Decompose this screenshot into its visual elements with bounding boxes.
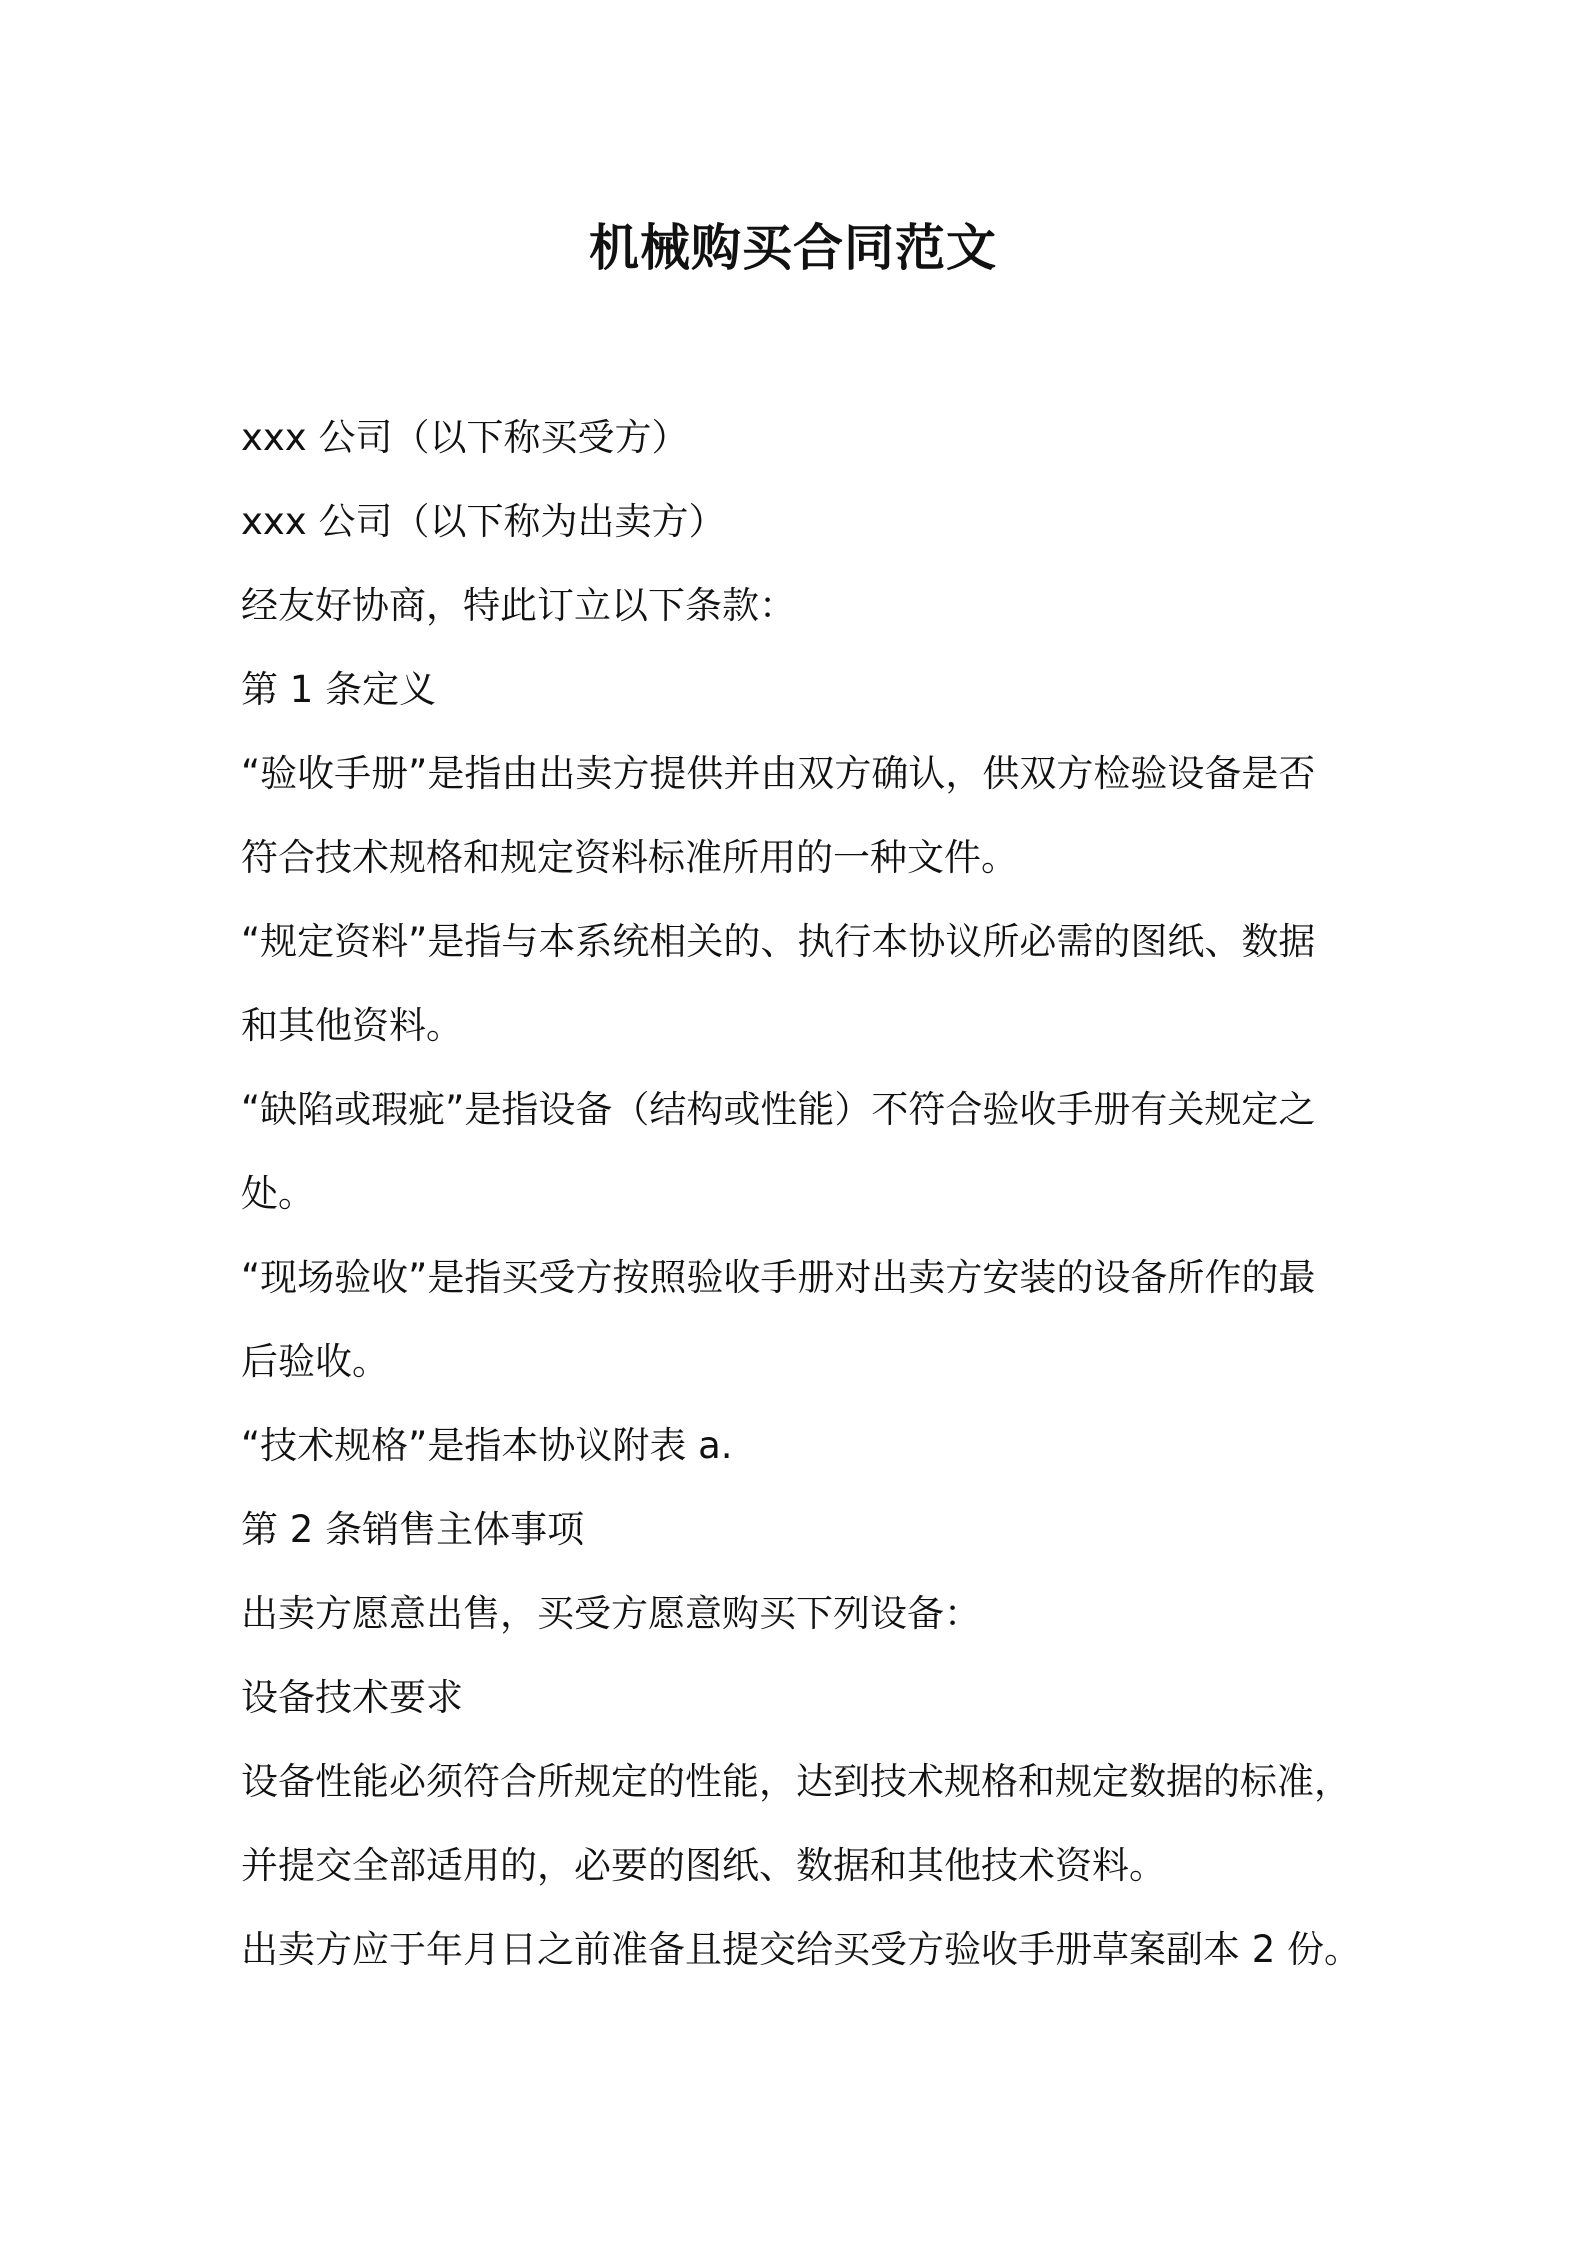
equipment-requirements-heading: 设备技术要求: [241, 1676, 463, 1719]
article-1-heading: 第 1 条定义: [241, 668, 437, 711]
definition-site-acceptance-line-1: “现场验收”是指买受方按照验收手册对出卖方安装的设备所作的最: [241, 1256, 1316, 1299]
document-title: 机械购买合同范文: [589, 219, 997, 277]
article-2-heading: 第 2 条销售主体事项: [241, 1508, 585, 1551]
definition-acceptance-manual-line-2: 符合技术规格和规定资料标准所用的一种文件。: [241, 836, 1018, 879]
definition-site-acceptance-line-2: 后验收。: [241, 1340, 389, 1383]
equipment-performance-line-2: 并提交全部适用的，必要的图纸、数据和其他技术资料。: [241, 1844, 1166, 1887]
document-body: [241, 396, 1361, 1992]
equipment-performance-line-1: 设备性能必须符合所规定的性能，达到技术规格和规定数据的标准，: [241, 1760, 1351, 1803]
preamble-line: 经友好协商，特此订立以下条款：: [241, 584, 796, 627]
definition-defect-line-1: “缺陷或瑕疵”是指设备（结构或性能）不符合验收手册有关规定之: [241, 1088, 1316, 1131]
definition-acceptance-manual-line-1: “验收手册”是指由出卖方提供并由双方确认，供双方检验设备是否: [241, 752, 1316, 795]
definition-specified-data-line-2: 和其他资料。: [241, 1004, 463, 1047]
sale-statement-line: 出卖方愿意出售，买受方愿意购买下列设备：: [241, 1592, 981, 1635]
party-seller-line: xxx 公司（以下称为出卖方）: [241, 500, 726, 543]
definition-technical-spec-line: “技术规格”是指本协议附表 a.: [241, 1424, 733, 1467]
manual-draft-submission-line: 出卖方应于年月日之前准备且提交给买受方验收手册草案副本 2 份。: [241, 1928, 1361, 1971]
definition-defect-line-2: 处。: [241, 1172, 315, 1215]
party-buyer-line: xxx 公司（以下称买受方）: [241, 416, 689, 459]
definition-specified-data-line-1: “规定资料”是指与本系统相关的、执行本协议所必需的图纸、数据: [241, 920, 1316, 963]
